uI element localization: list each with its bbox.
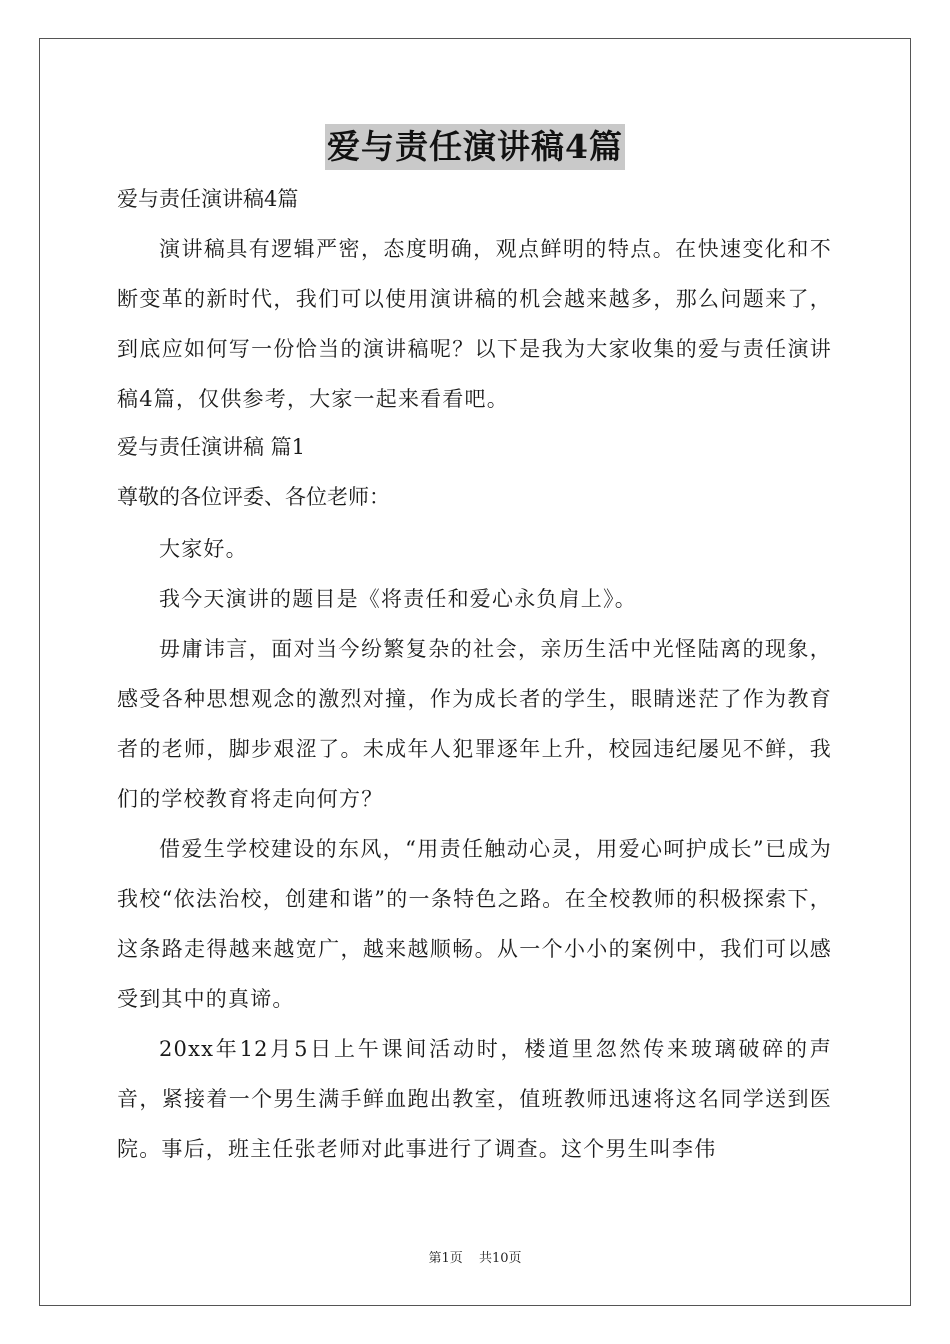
section-heading: 爱与责任演讲稿 篇1: [117, 435, 306, 459]
page-total: 共10页: [478, 1251, 522, 1266]
title-container: [0, 124, 950, 170]
page-current: 第1页: [428, 1251, 463, 1266]
salutation: 尊敬的各位评委、各位老师：: [117, 485, 390, 509]
paragraph-2: 借爱生学校建设的东风，“用责任触动心灵，用爱心呵护成长”已成为我校“依法治校，创建和谐”的一条特色之路。在全校教师的积极探索下，这条路走得越来越宽广，越来越顺畅。从一个小小的案例中，我们可以感受到其中的真谛。: [117, 837, 832, 1011]
document-title: 爱与责任演讲稿4篇: [325, 124, 625, 170]
paragraph-3: 20xx年12月5日上午课间活动时，楼道里忽然传来玻璃破碎的声音，紧接着一个男生满手鲜血跑出教室，值班教师迅速将这名同学送到医院。事后，班主任张老师对此事进行了调查。这个男生叫李伟: [117, 1037, 832, 1161]
greeting: 大家好。: [159, 537, 248, 561]
paragraph-1: 毋庸讳言，面对当今纷繁复杂的社会，亲历生活中光怪陆离的现象，感受各种思想观念的激烈对撞，作为成长者的学生，眼睛迷茫了作为教育者的老师，脚步艰涩了。未成年人犯罪逐年上升，校园违纪屡见不鲜，我们的学校教育将走向何方？: [117, 637, 832, 811]
speech-topic: 我今天演讲的题目是《将责任和爱心永负肩上》。: [159, 587, 637, 611]
subtitle: 爱与责任演讲稿4篇: [117, 187, 299, 211]
document-body: [117, 180, 832, 1174]
page-footer: [0, 1247, 950, 1266]
intro-paragraph: 演讲稿具有逻辑严密，态度明确，观点鲜明的特点。在快速变化和不断变革的新时代，我们可以使用演讲稿的机会越来越多，那么问题来了，到底应如何写一份恰当的演讲稿呢？以下是我为大家收集的爱与责任演讲稿4篇，仅供参考，大家一起来看看吧。: [117, 237, 832, 411]
